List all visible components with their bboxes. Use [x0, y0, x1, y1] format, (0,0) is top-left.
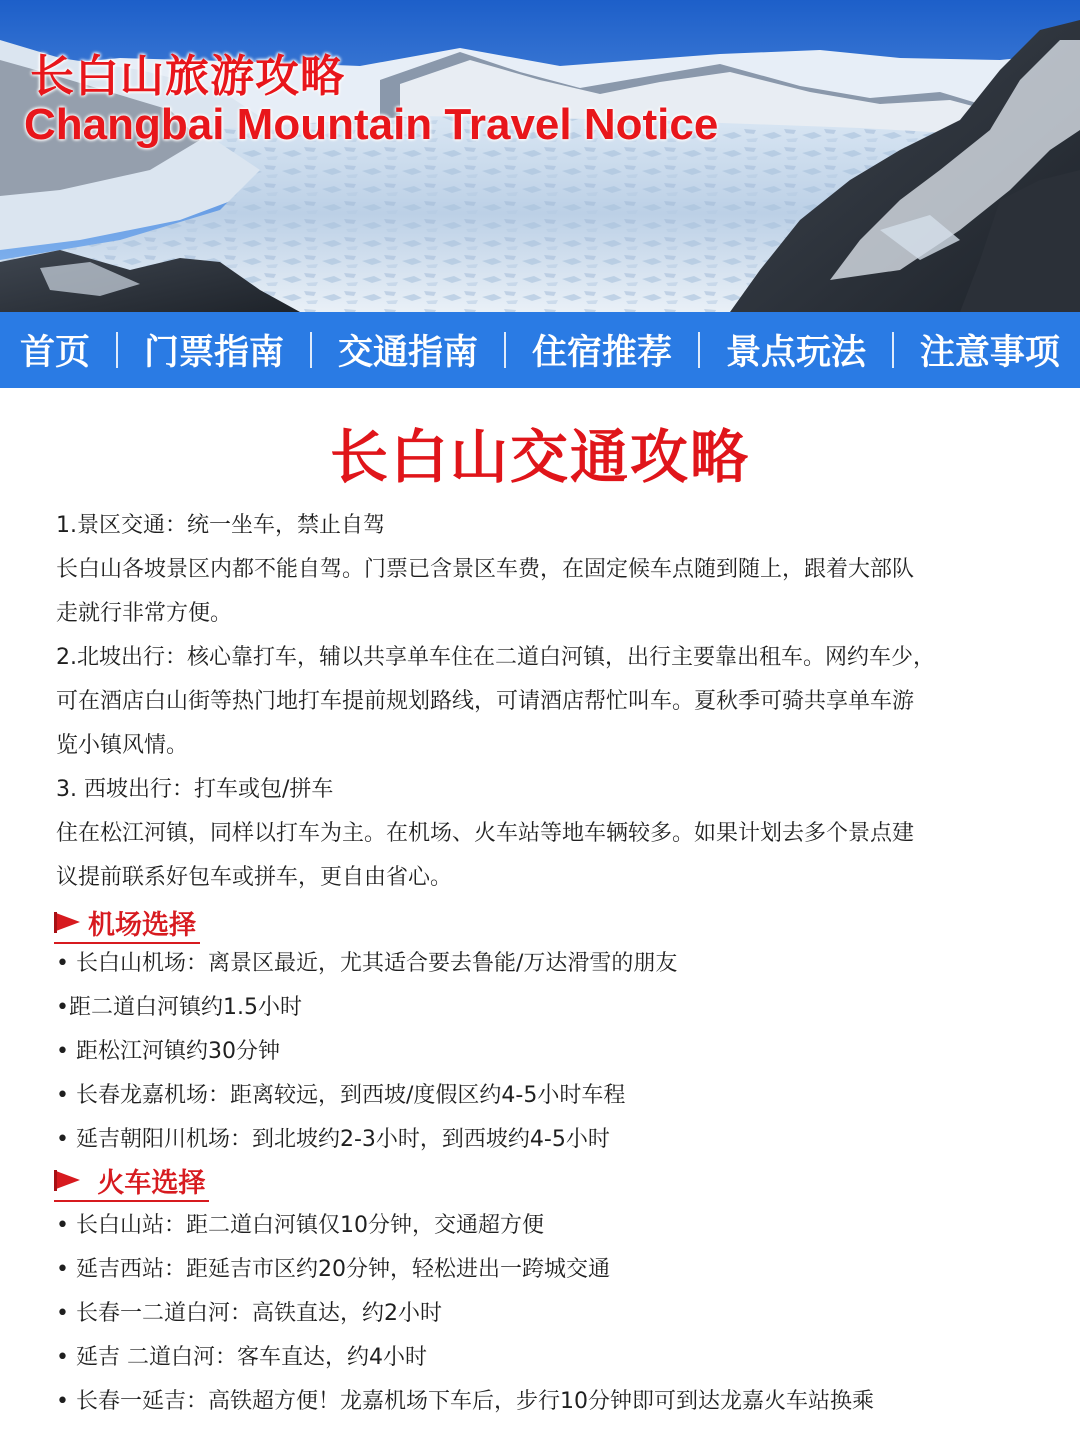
- section-3-body-line: 住在松江河镇，同样以打车为主。在机场、火车站等地车辆较多。如果计划去多个景点建: [56, 821, 915, 846]
- nav-divider: [310, 332, 312, 368]
- nav-divider: [116, 332, 118, 368]
- list-item: • 长春一延吉：高铁超方便！龙嘉机场下车后，步行10分钟即可到达龙嘉火车站换乘: [56, 1389, 874, 1414]
- nav-item-home[interactable]: 首页: [20, 333, 91, 373]
- section-1-body-line: 长白山各坡景区内都不能自驾。门票已含景区车费，在固定候车点随到随上，跟着大部队: [56, 557, 915, 582]
- airport-section-header: [54, 902, 200, 944]
- nav-divider: [698, 332, 700, 368]
- list-item: • 长白山站：距二道白河镇仅10分钟，交通超方便: [56, 1213, 544, 1238]
- intro-text: [56, 504, 1036, 900]
- list-item: • 延吉朝阳川机场：到北坡约2-3小时，到西坡约4-5小时: [56, 1127, 610, 1152]
- list-item: • 延吉 二道白河：客车直达，约4小时: [56, 1345, 427, 1370]
- nav-item-attractions[interactable]: 景点玩法: [725, 333, 866, 373]
- section-1-body-line: 走就行非常方便。: [56, 601, 233, 626]
- nav-item-transport[interactable]: 交通指南: [337, 333, 478, 373]
- section-3-title: 3. 西坡出行：打车或包/拼车: [56, 777, 334, 802]
- main-content: [0, 388, 1080, 1440]
- train-section-title: 火车选择: [88, 1167, 206, 1199]
- section-2-line: 览小镇风情。: [56, 733, 189, 758]
- red-flag-icon: [54, 1169, 82, 1191]
- airport-list: [56, 942, 1046, 1162]
- list-item: • 距松江河镇约30分钟: [56, 1039, 280, 1064]
- nav-item-notices[interactable]: 注意事项: [919, 333, 1060, 373]
- nav-divider: [892, 332, 894, 368]
- hero-title: 长白山旅游攻略: [30, 51, 345, 102]
- list-item: • 延吉西站：距延吉市区约20分钟，轻松进出一跨城交通: [56, 1257, 610, 1282]
- nav-item-tickets[interactable]: 门票指南: [143, 333, 284, 373]
- nav-item-lodging[interactable]: 住宿推荐: [531, 333, 672, 373]
- section-1-title: 1.景区交通：统一坐车，禁止自驾: [56, 513, 385, 538]
- hero-subtitle: Changbai Mountain Travel Notice: [24, 100, 719, 149]
- train-section-header: [54, 1160, 209, 1202]
- airport-section-title: 机场选择: [88, 909, 196, 941]
- section-3-body-line: 议提前联系好包车或拼车，更自由省心。: [56, 865, 453, 890]
- top-nav: [0, 312, 1080, 388]
- list-item: •距二道白河镇约1.5小时: [56, 995, 302, 1020]
- page-title: 长白山交通攻略: [329, 423, 750, 491]
- red-flag-icon: [54, 911, 82, 933]
- list-item: • 长春龙嘉机场：距离较远，到西坡/度假区约4-5小时车程: [56, 1083, 626, 1108]
- train-list: [56, 1204, 1046, 1424]
- nav-divider: [504, 332, 506, 368]
- section-2-line: 可在酒店白山街等热门地打车提前规划路线，可请酒店帮忙叫车。夏秋季可骑共享单车游: [56, 689, 915, 714]
- hero-banner: [0, 0, 1080, 312]
- list-item: • 长春一二道白河：高铁直达，约2小时: [56, 1301, 442, 1326]
- section-2-line: 2.北坡出行：核心靠打车，辅以共享单车住在二道白河镇，出行主要靠出租车。网约车少，: [56, 645, 935, 670]
- list-item: • 长白山机场：离景区最近，尤其适合要去鲁能/万达滑雪的朋友: [56, 951, 678, 976]
